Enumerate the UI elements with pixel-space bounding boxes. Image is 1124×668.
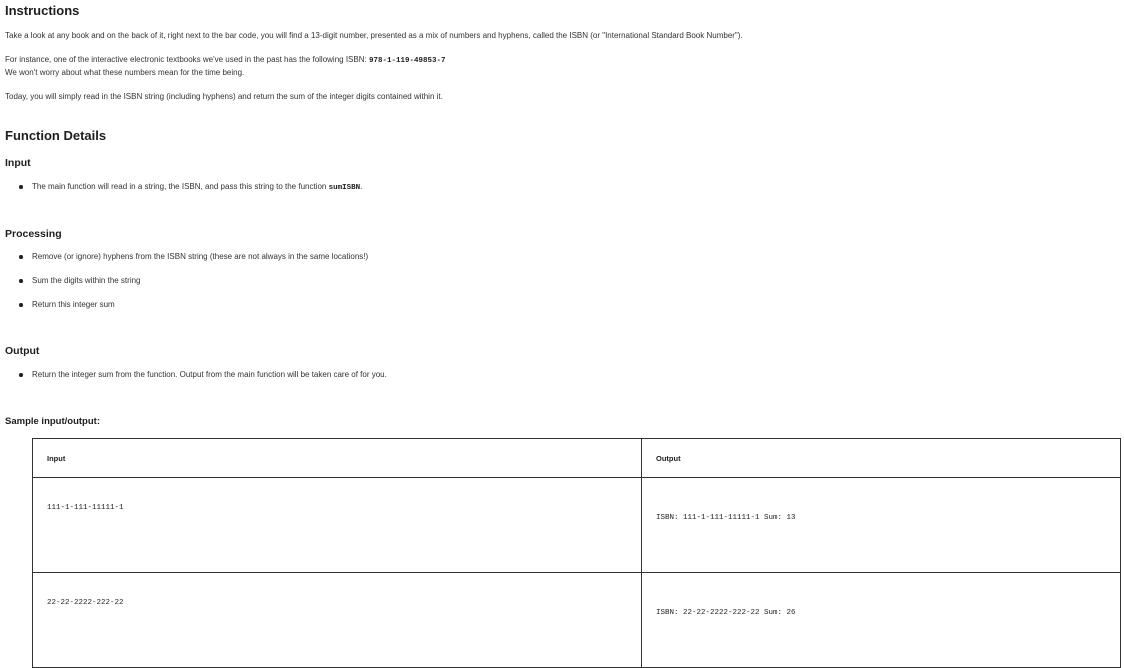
input-value: 22-22-2222-222-22	[47, 599, 124, 607]
output-heading: Output	[5, 345, 40, 357]
output-value: ISBN: 22-22-2222-222-22 Sum: 26	[656, 609, 796, 617]
processing-list	[5, 252, 368, 324]
output-column-header: Output	[642, 439, 1121, 478]
output-value: ISBN: 111-1-111-11111-1 Sum: 13	[656, 514, 796, 522]
input-cell	[33, 573, 642, 668]
bullet-icon	[19, 279, 23, 283]
processing-item-text: Sum the digits within the string	[32, 276, 141, 285]
bullet-icon	[19, 255, 23, 259]
table-header-row	[33, 439, 1121, 478]
sample-io-table	[32, 438, 1121, 668]
bullet-icon	[19, 373, 23, 377]
instructions-heading: Instructions	[5, 3, 80, 18]
output-list	[5, 370, 387, 394]
input-heading: Input	[5, 157, 31, 169]
list-item	[5, 300, 368, 324]
instructions-paragraph-2-line-2: We won't worry about what these numbers mean for the time being.	[5, 68, 245, 77]
table-row	[33, 478, 1121, 573]
output-cell	[642, 478, 1121, 573]
list-item	[5, 252, 368, 276]
input-item-text: The main function will read in a string, the ISBN, and pass this string to the function	[32, 182, 329, 191]
bullet-icon	[19, 185, 23, 189]
isbn-example-text: For instance, one of the interactive electronic textbooks we've used in the past has the following ISBN:	[5, 55, 369, 64]
input-item-suffix: .	[360, 182, 363, 191]
processing-item-text: Remove (or ignore) hyphens from the ISBN string (these are not always in the same locations!)	[32, 252, 369, 261]
list-item	[5, 276, 368, 300]
processing-item-text: Return this integer sum	[32, 300, 115, 309]
sample-io-heading: Sample input/output:	[5, 416, 100, 427]
input-column-header: Input	[33, 439, 642, 478]
function-name-code: sumISBN	[328, 184, 361, 192]
list-item	[5, 182, 362, 206]
isbn-example-code: 978-1-119-49853-7	[368, 57, 446, 65]
function-details-heading: Function Details	[5, 128, 107, 143]
table-row	[33, 573, 1121, 668]
bullet-icon	[19, 303, 23, 307]
output-item-text: Return the integer sum from the function. Output from the main function will be taken care of for you.	[32, 370, 387, 379]
instructions-paragraph-2	[5, 55, 445, 65]
input-value: 111-1-111-11111-1	[47, 504, 124, 512]
input-list	[5, 182, 362, 206]
instructions-paragraph-1: Take a look at any book and on the back of it, right next to the bar code, you will find a 13-digit number, presented as a mix of numbers and hyphens, called the ISBN (or "International Standard Book Number").	[5, 31, 743, 40]
instructions-paragraph-3: Today, you will simply read in the ISBN string (including hyphens) and return the sum of the integer digits contained within it.	[5, 92, 443, 101]
input-cell	[33, 478, 642, 573]
processing-heading: Processing	[5, 228, 62, 240]
list-item	[5, 370, 387, 394]
output-cell	[642, 573, 1121, 668]
